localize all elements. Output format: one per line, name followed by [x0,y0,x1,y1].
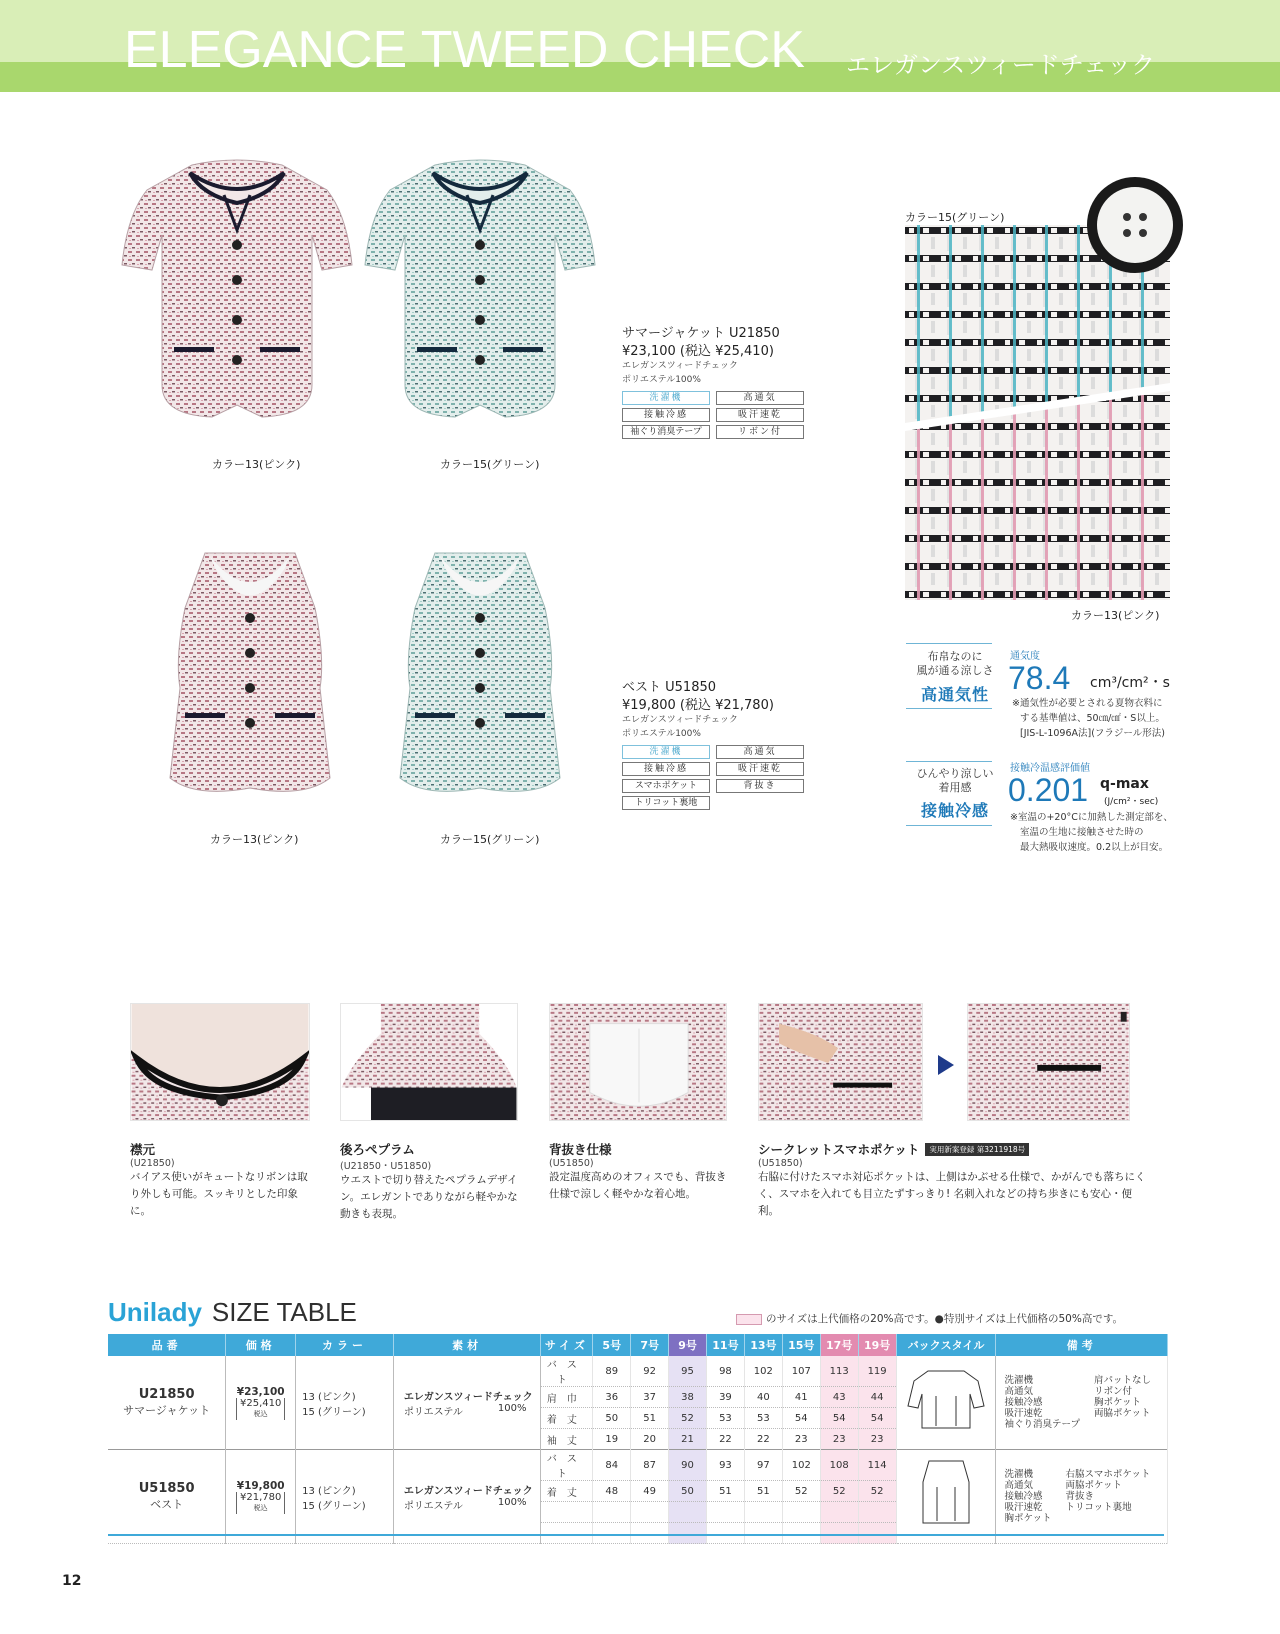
col-header: 17号 [820,1334,858,1356]
feature-badge: 袖ぐり消臭テープ [622,425,710,439]
jacket-pink-caption: カラー13(ピンク) [212,458,301,471]
detail-title: 後ろペプラム [340,1142,415,1157]
button-closeup-image [1085,175,1185,275]
detail-title: 背抜き仕様 [549,1142,612,1157]
vest-price: ¥19,800 (税込 ¥21,780) [622,698,774,713]
breath-title: 高通気性 [920,685,989,704]
cool-note1: ※室温の+20°Cに加熱した測定部を、 [1010,812,1173,823]
detail-backless [549,1140,729,1203]
col-header: 品番 [108,1334,226,1356]
col-header: 5号 [593,1334,631,1356]
detail-backless-photo [549,1003,727,1121]
feature-badge: 吸汗速乾 [716,762,804,776]
detail-code: (U21850・U51850) [340,1161,432,1172]
col-header: カラー [296,1334,394,1356]
feature-badge: リボン付 [716,425,804,439]
remarks-cell: 洗濯機 高通気 接触冷感 吸汗速乾 袖ぐり消臭テープ 肩パットなし リボン付 胸ポケット 両脇ポケット [996,1356,1168,1450]
fabric-cell: エレガンスツィードチェック ポリエステル 100% [393,1450,541,1544]
cool-note3: 最大熱吸収速度。0.2以上が目安。 [1020,842,1169,853]
pink-legend-swatch [736,1314,762,1325]
fabric-green-label: カラー15(グリーン) [905,211,1005,224]
detail-pocket-photo-1 [758,1003,923,1121]
size-table-header [108,1334,1168,1356]
col-header: 備考 [996,1334,1168,1356]
breath-note1: ※通気性が必要とされる夏物衣料に [1012,698,1163,709]
jacket-features [622,391,804,439]
feature-badge: トリコット裏地 [622,796,710,810]
detail-code: (U51850) [549,1158,594,1169]
jacket-fabric: エレガンスツィードチェック [622,361,738,371]
detail-code: (U51850) [758,1158,803,1169]
detail-text: 右脇に付けたスマホ対応ポケットは、上側はかぶせる仕様で、かがんでも落ちにくく、スマホを入れても目立たずすっきり! 名刺入れなどの持ち歩きにも安心・便利。 [758,1171,1146,1217]
vest-material: ポリエステル100% [622,729,701,739]
arrow-right-icon [938,1055,954,1075]
page-subtitle: エレガンスツィードチェック [846,51,1156,79]
table-row: 袖丈 19 20 21 22 22 23 23 23 [108,1429,1168,1450]
page-title: ELEGANCE TWEED CHECK [124,21,805,79]
cool-title: 接触冷感 [920,801,989,820]
feature-badge: 洗濯機 [622,391,710,405]
jacket-green-image [355,155,605,430]
cool-head: 接触冷温感評価値 [1010,763,1090,774]
feature-badge: 高通気 [716,745,804,759]
vest-pink-caption: カラー13(ピンク) [210,833,299,846]
breath-note3: [JIS-L-1096A法](フラジール形法) [1020,728,1165,739]
col-header: 9号 [669,1334,707,1356]
vest-green-image [395,548,565,808]
divider [906,761,992,762]
detail-text: 設定温度高めのオフィスでも、背抜き仕様で涼しく軽やかな着心地。 [549,1171,727,1200]
product-code-cell: U21850 サマージャケット [108,1356,226,1450]
detail-title: シークレットスマホポケット [758,1142,920,1157]
feature-badge: スマホポケット [622,779,710,793]
breath-unit: cm³/cm²・s [1090,675,1170,691]
cool-value: 0.201 [1008,772,1089,808]
col-header: 19号 [858,1334,896,1356]
divider [906,708,992,709]
col-header: 7号 [631,1334,669,1356]
cool-unit: q-max [1100,776,1149,792]
feature-badge: 背抜き [716,779,804,793]
table-bottom-rule [108,1534,1164,1536]
vest-back-drawing [911,1457,981,1533]
col-header: バックスタイル [896,1334,996,1356]
col-header: 価格 [226,1334,296,1356]
fabric-swatch-image [905,225,1170,600]
feature-badge: 接触冷感 [622,762,710,776]
back-style-cell [896,1450,996,1544]
feature-badge: 洗濯機 [622,745,710,759]
color-cell: 13 (ピンク) 15 (グリーン) [296,1450,394,1544]
col-header: 13号 [744,1334,782,1356]
page-number: 12 [62,1573,82,1589]
table-row: U21850 サマージャケット ¥23,100 ¥25,410 税込 13 (ピンク) 15 (グリーン) エレガンスツィードチェック ポリエステル 100% バスト 89 92 95 98 102 107 113 119 洗濯機 高通気 接触冷感 吸汗速乾 袖ぐり消臭テープ 肩パットなし リボン付 胸ポケット 両脇ポケット [108,1356,1168,1387]
col-header: サイズ [541,1334,593,1356]
detail-title: 襟元 [130,1142,156,1157]
size-table-heading [108,1297,357,1328]
jacket-material: ポリエステル100% [622,375,701,385]
col-header: 素材 [393,1334,541,1356]
breath-intro: 布帛なのに 風が通る涼しさ [916,650,994,677]
jacket-price: ¥23,100 (税込 ¥25,410) [622,344,774,359]
remarks-cell: 洗濯機 高通気 接触冷感 吸汗速乾 胸ポケット 右脇スマホポケット 両脇ポケット 背抜き トリコット裏地 [996,1450,1168,1544]
jacket-back-drawing [906,1366,986,1436]
vest-pink-image [165,548,335,808]
feature-badge: 接触冷感 [622,408,710,422]
back-style-cell [896,1356,996,1450]
size-table-title: SIZE TABLE [211,1297,357,1327]
vest-green-caption: カラー15(グリーン) [440,833,540,846]
size-table-note: のサイズは上代価格の20%高です。●特別サイズは上代価格の50%高です。 [736,1311,1123,1326]
breath-head: 通気度 [1010,651,1040,662]
jacket-green-caption: カラー15(グリーン) [440,458,540,471]
detail-text: ウエストで切り替えたペプラムデザイン。エレガントでありながら軽やかな動きも表現。 [340,1174,518,1220]
cool-note2: 室温の生地に接触させた時の [1020,827,1144,838]
divider [906,643,992,644]
brand-logo: Unilady [108,1297,202,1327]
detail-collar-photo [130,1003,310,1121]
vest-name: ベスト U51850 [622,680,717,695]
detail-pocket-photo-2 [967,1003,1130,1121]
detail-pocket [758,1140,1148,1220]
breath-note2: する基準値は、50㎝/㎠・S以上。 [1020,713,1165,724]
divider [906,825,992,826]
fabric-pink-label: カラー13(ピンク) [1071,609,1160,622]
detail-code: (U21850) [130,1158,175,1169]
breath-value: 78.4 [1008,660,1071,696]
table-row: 着丈 50 51 52 53 53 54 54 54 [108,1408,1168,1429]
table-row: U51850 ベスト ¥19,800 ¥21,780 税込 13 (ピンク) 15 (グリーン) エレガンスツィードチェック ポリエステル 100% バスト 84 87 90 93 97 102 108 114 洗濯機 高通気 接触冷感 吸汗速乾 胸ポケット 右脇スマホポケット 両脇ポケット 背抜き トリコット裏地 [108,1450,1168,1481]
size-table [108,1334,1168,1544]
patent-badge: 実用新案登録 第3211918号 [925,1143,1029,1156]
col-header: 11号 [706,1334,744,1356]
detail-peplum-photo [340,1003,518,1121]
color-cell: 13 (ピンク) 15 (グリーン) [296,1356,394,1450]
vest-fabric: エレガンスツィードチェック [622,715,738,725]
product-code-cell: U51850 ベスト [108,1450,226,1544]
detail-text: バイアス使いがキュートなリボンは取り外しも可能。スッキリとした印象に。 [130,1171,308,1217]
detail-peplum [340,1140,520,1223]
jacket-pink-image [112,155,362,430]
vest-features [622,745,804,810]
table-row: 着丈 48 49 50 51 51 52 52 52 [108,1481,1168,1502]
fabric-cell: エレガンスツィードチェック ポリエステル 100% [393,1356,541,1450]
feature-badge: 吸汗速乾 [716,408,804,422]
price-cell: ¥23,100 ¥25,410 税込 [226,1356,296,1450]
feature-badge: 高通気 [716,391,804,405]
jacket-name: サマージャケット U21850 [622,326,780,341]
price-cell: ¥19,800 ¥21,780 税込 [226,1450,296,1544]
table-row: 肩巾 36 37 38 39 40 41 43 44 [108,1387,1168,1408]
cool-unit-sub: (J/cm²・sec) [1104,797,1159,807]
detail-collar [130,1140,310,1220]
col-header: 15号 [782,1334,820,1356]
cool-intro: ひんやり涼しい 着用感 [916,767,994,794]
